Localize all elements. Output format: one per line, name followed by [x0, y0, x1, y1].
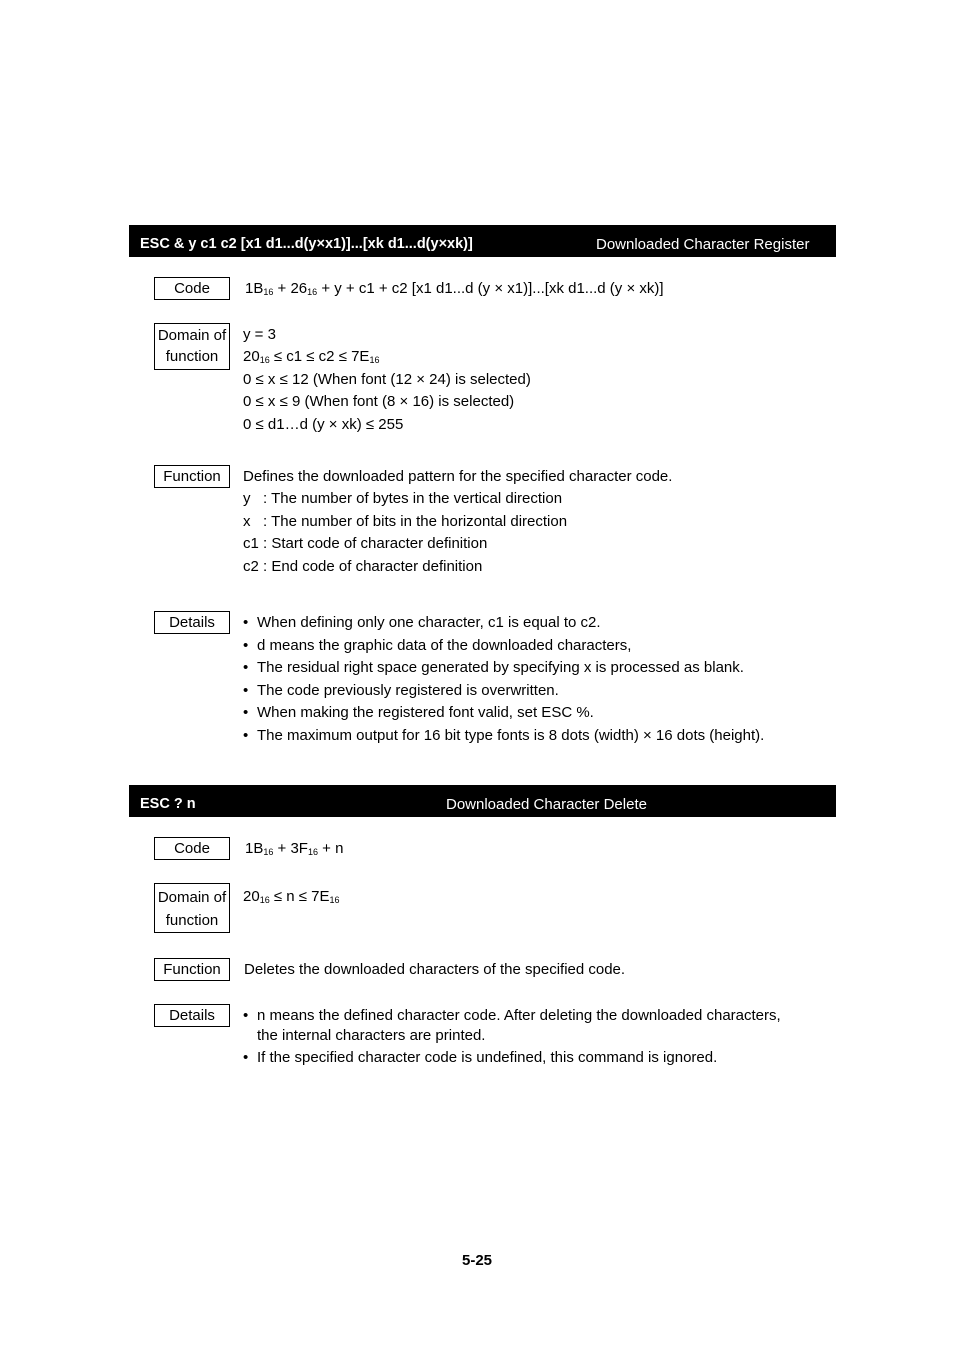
- section-header-register: [129, 225, 836, 257]
- details-item: • n means the defined character code. After deleting the downloaded characters,: [243, 1007, 781, 1024]
- details-item: • d means the graphic data of the downloaded characters,: [243, 637, 632, 654]
- function-label: Function: [154, 958, 230, 981]
- function-line: c1 : Start code of character definition: [243, 535, 488, 552]
- page-number: 5-25: [461, 1252, 493, 1269]
- function-line: Deletes the downloaded characters of the specified code.: [244, 961, 626, 978]
- command-syntax: ESC ? n: [140, 796, 196, 812]
- details-item: • The residual right space generated by specifying x is processed as blank.: [243, 659, 744, 676]
- code-value: $1B_{16} + 26_{16} + y + c1 + c2$ [x1 d1...d (y × x1)]...[xk d1...d (y × xk)]: [245, 280, 664, 297]
- command-syntax: ESC & y c1 c2 [x1 d1...d(y×x1)]...[xk d1...d(y×xk)]: [140, 236, 473, 252]
- details-item: • The code previously registered is overwritten.: [243, 682, 559, 699]
- details-item: • The maximum output for 16 bit type fonts is 8 dots (width) × 16 dots (height).: [243, 727, 765, 744]
- function-line: y : The number of bytes in the vertical direction: [243, 490, 563, 507]
- details-label: Details: [154, 1004, 230, 1027]
- code-label: Code: [154, 277, 230, 300]
- details-item: • If the specified character code is undefined, this command is ignored.: [243, 1049, 718, 1066]
- function-line: c2 : End code of character definition: [243, 558, 483, 575]
- section-header-delete: [129, 785, 836, 817]
- domain-line: y = 3: [243, 326, 276, 343]
- function-label: Function: [154, 465, 230, 488]
- domain-line: 0 ≤ x ≤ 9 (When font (8 × 16) is selected): [243, 393, 515, 410]
- details-item: • When making the registered font valid, set ESC %.: [243, 704, 594, 721]
- function-line: x : The number of bits in the horizontal direction: [243, 513, 568, 530]
- domain-label: Domain of function: [154, 883, 230, 933]
- domain-line: $20_{16} \le n \le 7E_{16}$: [243, 888, 340, 905]
- command-title: Downloaded Character Register: [596, 236, 810, 253]
- domain-line: 0 ≤ d1…d (y × xk) ≤ 255: [243, 416, 404, 433]
- code-value: $1B_{16} + 3F_{16} + n$: [245, 840, 344, 857]
- details-label: Details: [154, 611, 230, 634]
- details-item: • When defining only one character, c1 is equal to c2.: [243, 614, 601, 631]
- domain-line: $20_{16} \le c1 \le c2 \le 7E_{16}$: [243, 348, 380, 365]
- domain-label: Domain of function: [154, 323, 230, 370]
- code-label: Code: [154, 837, 230, 860]
- domain-line: 0 ≤ x ≤ 12 (When font (12 × 24) is selected): [243, 371, 531, 388]
- details-item-continuation: the internal characters are printed.: [257, 1027, 486, 1044]
- function-line: Defines the downloaded pattern for the specified character code.: [243, 468, 673, 485]
- command-title: Downloaded Character Delete: [446, 796, 647, 813]
